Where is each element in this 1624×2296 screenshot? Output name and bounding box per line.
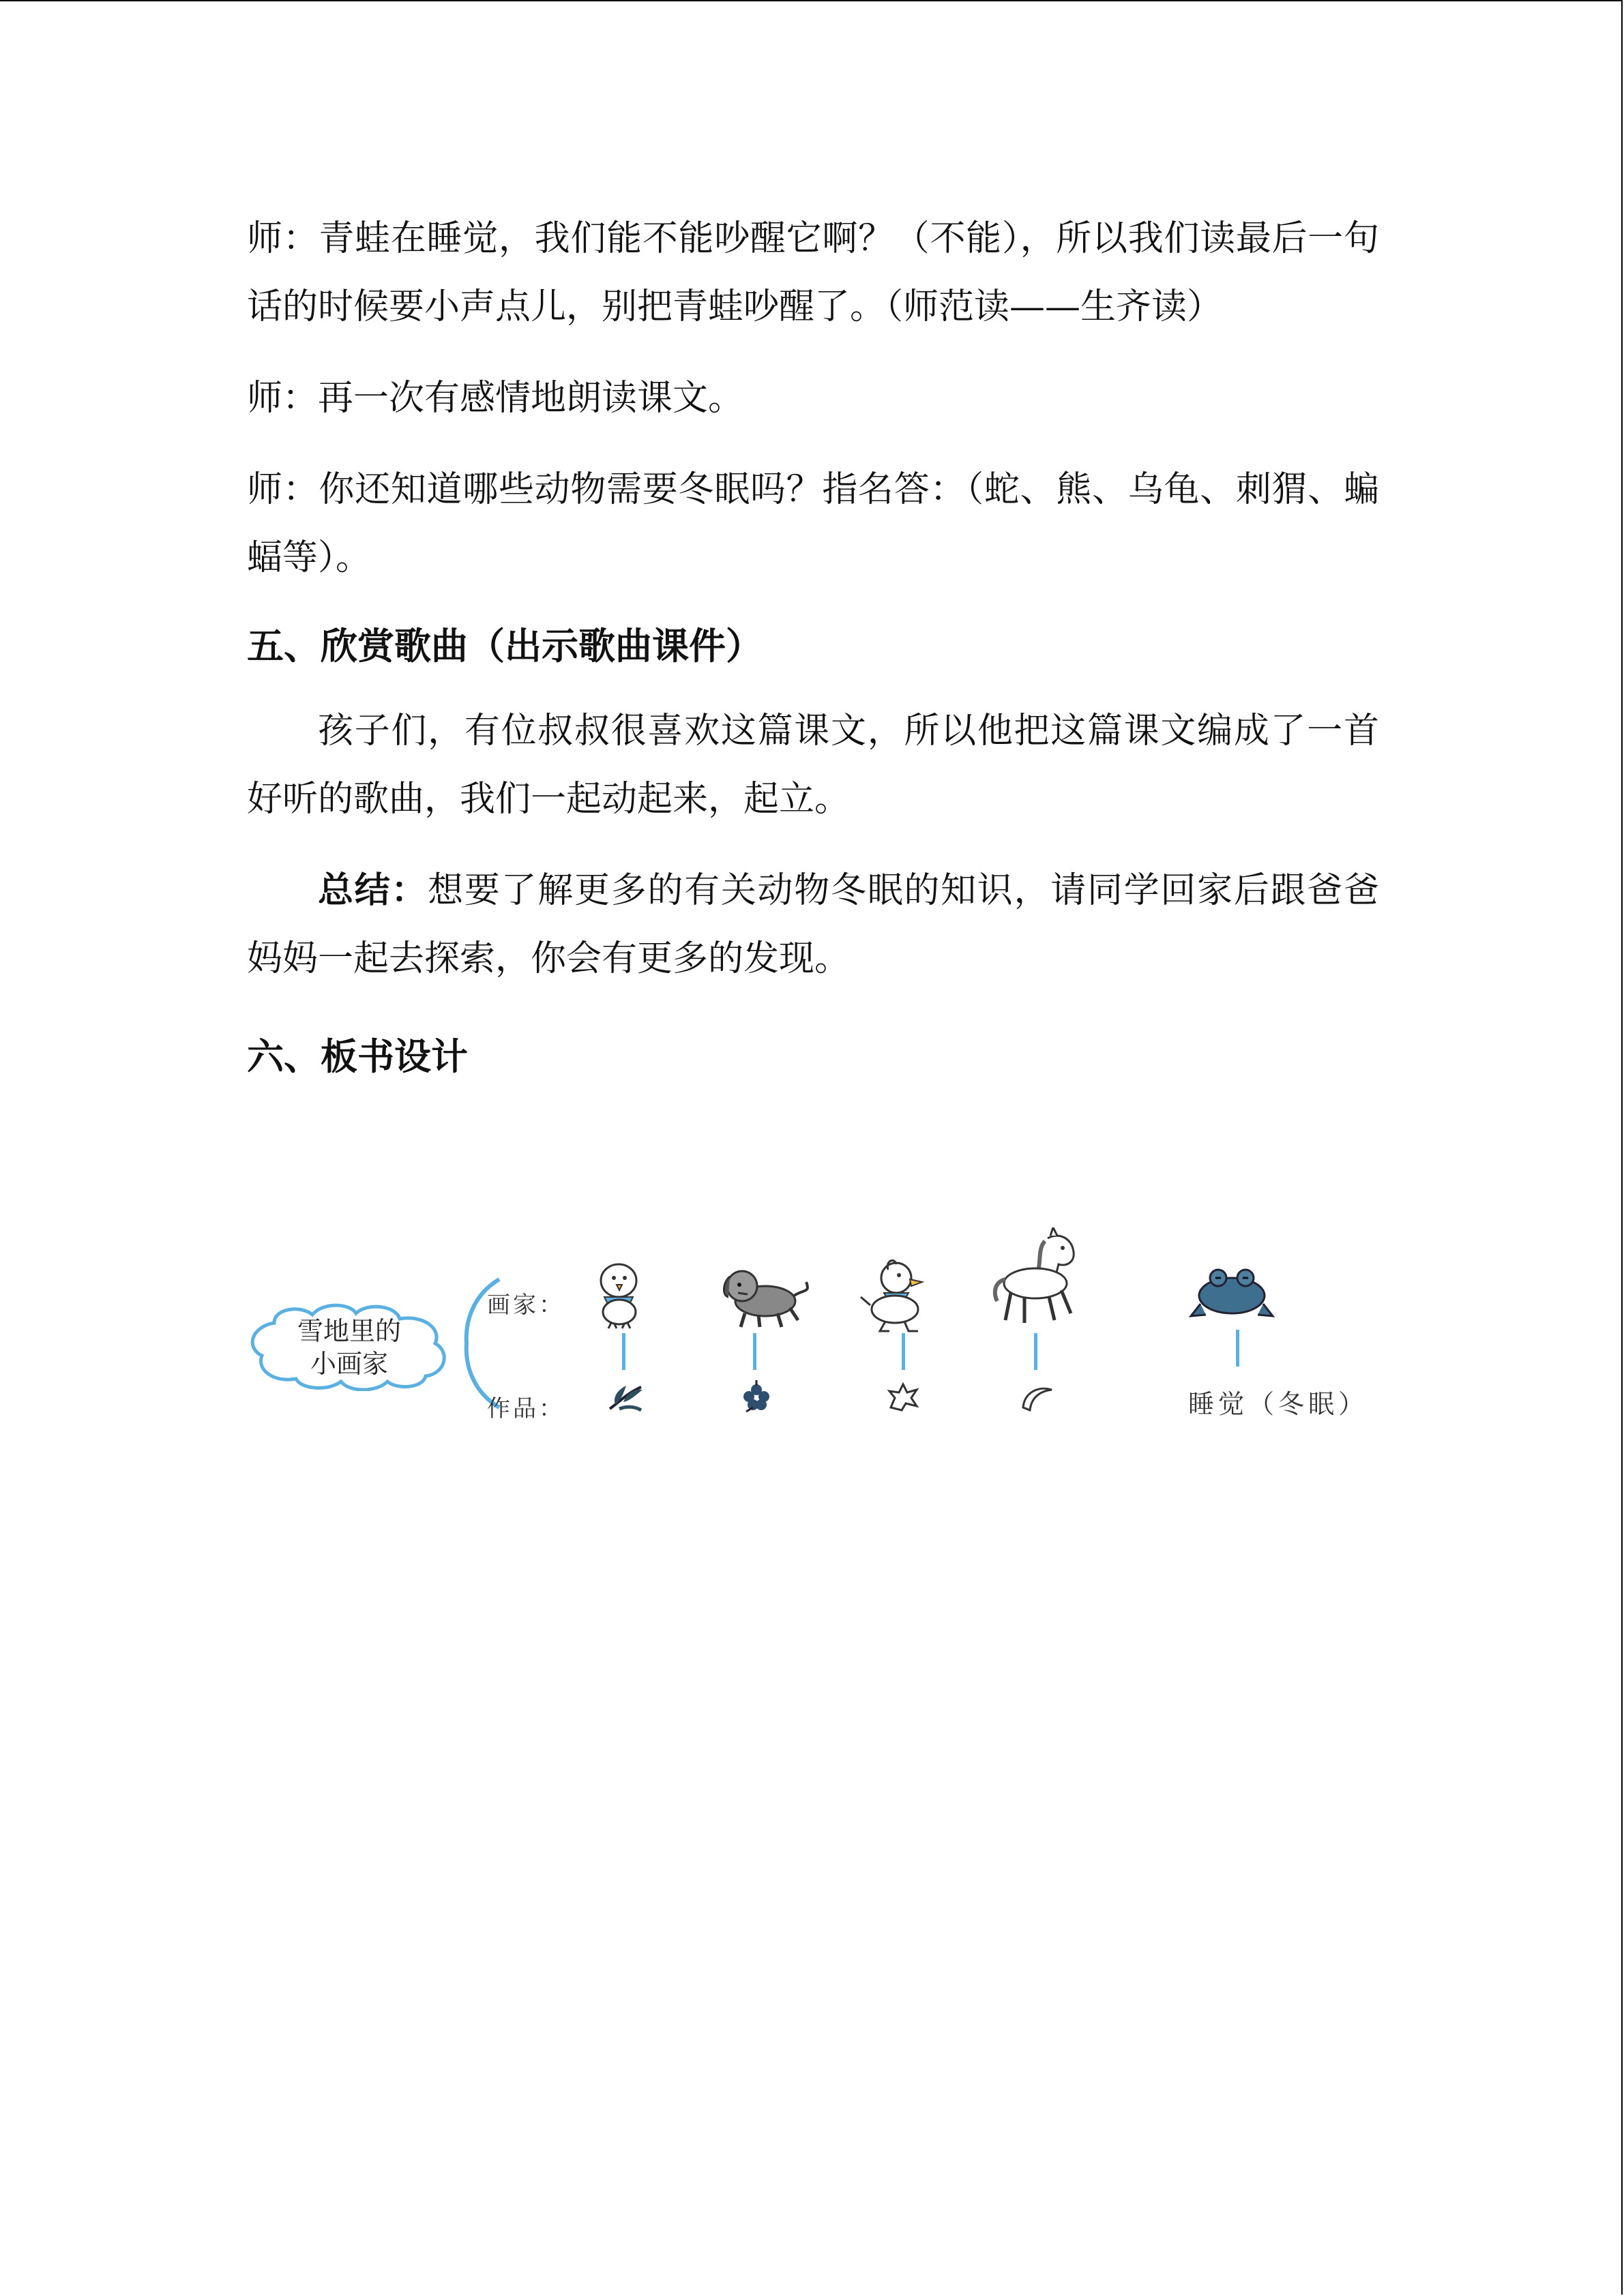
paragraph-teacher-frog: 师：青蛙在睡觉，我们能不能吵醒它啊？（不能），所以我们读最后一句话的时候要小声点儿，别把青蛙吵醒了。（师范读——生齐读）: [247, 218, 1379, 327]
painter-label: 画家：: [487, 1292, 565, 1319]
connector-line: [902, 1333, 905, 1370]
pony-icon: [990, 1227, 1086, 1330]
summary-label: 总结：: [318, 870, 428, 911]
summary-text: 想要了解更多的有关动物冬眠的知识，请同学回家后跟爸爸妈妈一起去探索，你会有更多的发现。: [247, 870, 1379, 979]
connector-line: [622, 1333, 625, 1370]
document-page: [247, 205, 1379, 1107]
paragraph-song: 孩子们，有位叔叔很喜欢这篇课文，所以他把这篇课文编成了一首好听的歌曲，我们一起动起来，起立。: [247, 711, 1379, 820]
frog-icon: [1188, 1262, 1277, 1323]
duckling-icon: [854, 1255, 936, 1337]
board-title: [247, 1315, 452, 1380]
board-title-line1: 雪地里的: [297, 1316, 401, 1346]
plum-blossom-icon: [739, 1377, 773, 1416]
section-heading-board: 六、板书设计: [247, 1035, 468, 1078]
chick-icon: [581, 1255, 656, 1330]
connector-line: [1034, 1333, 1037, 1370]
bamboo-leaf-icon: [606, 1382, 647, 1416]
connector-line: [1236, 1330, 1239, 1367]
connector-line: [753, 1333, 756, 1370]
blackboard-design: [247, 1221, 1393, 1432]
paragraph-teacher-hibernation: 师：你还知道哪些动物需要冬眠吗？指名答：（蛇、熊、乌龟、刺猬、蝙蝠等）。: [247, 469, 1379, 578]
maple-leaf-icon: [885, 1382, 922, 1414]
section-heading-song: 五、欣赏歌曲（出示歌曲课件）: [247, 625, 763, 668]
paragraph-summary: [247, 856, 1379, 993]
paragraph-teacher-reread: 师：再一次有感情地朗读课文。: [247, 378, 744, 419]
works-label: 作品：: [487, 1395, 565, 1422]
crescent-moon-icon: [1019, 1383, 1056, 1413]
board-title-line2: 小画家: [310, 1349, 388, 1379]
sleep-label: 睡觉（冬眠）: [1188, 1389, 1369, 1419]
puppy-icon: [711, 1262, 813, 1330]
